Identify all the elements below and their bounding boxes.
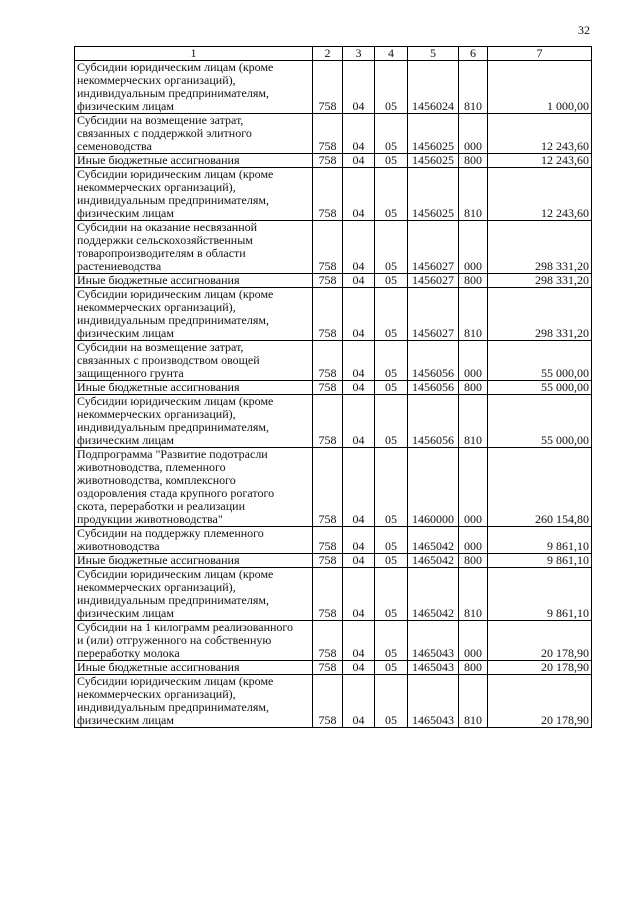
target-article-code: 1460000	[408, 448, 459, 527]
row-name-line: скота, переработки и реализации	[77, 499, 246, 513]
header-col-7: 7	[488, 47, 592, 61]
row-name-line: индивидуальным предпринимателям,	[77, 593, 269, 607]
table-row	[75, 341, 592, 381]
target-article-code: 1465043	[408, 675, 459, 728]
row-name-line: некоммерческих организаций),	[77, 687, 236, 701]
row-name-line: некоммерческих организаций),	[77, 73, 236, 87]
subsection-code: 05	[375, 341, 408, 381]
grbs-code: 758	[313, 675, 343, 728]
target-article-code: 1456027	[408, 221, 459, 274]
row-name	[75, 395, 313, 448]
subsection-code: 05	[375, 395, 408, 448]
section-code: 04	[343, 274, 375, 288]
section-code: 04	[343, 554, 375, 568]
section-code: 04	[343, 527, 375, 554]
table-row	[75, 114, 592, 154]
row-name	[75, 527, 313, 554]
expense-type-code: 810	[459, 168, 488, 221]
section-code: 04	[343, 675, 375, 728]
expense-type-code: 000	[459, 341, 488, 381]
row-name	[75, 154, 313, 168]
subsection-code: 05	[375, 448, 408, 527]
amount: 20 178,90	[488, 661, 592, 675]
table-row	[75, 381, 592, 395]
target-article-code: 1456027	[408, 274, 459, 288]
grbs-code: 758	[313, 661, 343, 675]
expense-type-code: 800	[459, 274, 488, 288]
target-article-code: 1456025	[408, 114, 459, 154]
amount: 20 178,90	[488, 675, 592, 728]
subsection-code: 05	[375, 675, 408, 728]
expense-type-code: 810	[459, 675, 488, 728]
row-name-line: индивидуальным предпринимателям,	[77, 313, 269, 327]
expense-type-code: 000	[459, 114, 488, 154]
amount: 1 000,00	[488, 61, 592, 114]
section-code: 04	[343, 395, 375, 448]
subsection-code: 05	[375, 288, 408, 341]
row-name-line: Иные бюджетные ассигнования	[77, 380, 240, 394]
grbs-code: 758	[313, 154, 343, 168]
expense-type-code: 800	[459, 381, 488, 395]
target-article-code: 1465043	[408, 661, 459, 675]
row-name-line: животноводства, племенного	[77, 460, 226, 474]
section-code: 04	[343, 168, 375, 221]
grbs-code: 758	[313, 381, 343, 395]
target-article-code: 1465043	[408, 621, 459, 661]
table-row	[75, 661, 592, 675]
table-row	[75, 274, 592, 288]
section-code: 04	[343, 114, 375, 154]
row-name-line: физическим лицам	[77, 206, 174, 220]
amount: 260 154,80	[488, 448, 592, 527]
row-name-line: защищенного грунта	[77, 366, 184, 380]
table-row	[75, 61, 592, 114]
header-col-3: 3	[343, 47, 375, 61]
amount: 9 861,10	[488, 568, 592, 621]
row-name	[75, 168, 313, 221]
expense-type-code: 000	[459, 221, 488, 274]
row-name	[75, 675, 313, 728]
row-name-line: Иные бюджетные ассигнования	[77, 553, 240, 567]
section-code: 04	[343, 61, 375, 114]
row-name-line: Субсидии юридическим лицам (кроме	[77, 567, 274, 581]
expense-type-code: 000	[459, 448, 488, 527]
section-code: 04	[343, 221, 375, 274]
amount: 12 243,60	[488, 114, 592, 154]
target-article-code: 1456056	[408, 381, 459, 395]
row-name-line: связанных с производством овощей	[77, 353, 260, 367]
row-name-line: и (или) отгруженного на собственную	[77, 633, 272, 647]
table-row	[75, 568, 592, 621]
target-article-code: 1456056	[408, 395, 459, 448]
row-name-line: индивидуальным предпринимателям,	[77, 420, 269, 434]
row-name	[75, 114, 313, 154]
row-name	[75, 221, 313, 274]
subsection-code: 05	[375, 661, 408, 675]
table-row	[75, 221, 592, 274]
row-name-line: физическим лицам	[77, 99, 174, 113]
table-row	[75, 675, 592, 728]
target-article-code: 1456056	[408, 341, 459, 381]
target-article-code: 1456025	[408, 168, 459, 221]
row-name-line: физическим лицам	[77, 713, 174, 727]
grbs-code: 758	[313, 114, 343, 154]
row-name	[75, 448, 313, 527]
row-name-line: оздоровления стада крупного рогатого	[77, 486, 275, 500]
table-row	[75, 395, 592, 448]
section-code: 04	[343, 154, 375, 168]
row-name-line: растениеводства	[77, 259, 162, 273]
table-row	[75, 168, 592, 221]
amount: 9 861,10	[488, 554, 592, 568]
amount: 55 000,00	[488, 341, 592, 381]
header-col-1: 1	[75, 47, 313, 61]
table-row	[75, 554, 592, 568]
row-name	[75, 661, 313, 675]
row-name-line: некоммерческих организаций),	[77, 300, 236, 314]
section-code: 04	[343, 568, 375, 621]
row-name-line: индивидуальным предпринимателям,	[77, 700, 269, 714]
expense-type-code: 000	[459, 621, 488, 661]
row-name-line: связанных с поддержкой элитного	[77, 126, 252, 140]
row-name-line: Подпрограмма "Развитие подотрасли	[77, 447, 268, 461]
target-article-code: 1456024	[408, 61, 459, 114]
row-name	[75, 381, 313, 395]
row-name-line: Иные бюджетные ассигнования	[77, 273, 240, 287]
row-name-line: Субсидии юридическим лицам (кроме	[77, 60, 274, 74]
grbs-code: 758	[313, 168, 343, 221]
subsection-code: 05	[375, 61, 408, 114]
table-row	[75, 448, 592, 527]
subsection-code: 05	[375, 527, 408, 554]
amount: 9 861,10	[488, 527, 592, 554]
row-name-line: индивидуальным предпринимателям,	[77, 193, 269, 207]
section-code: 04	[343, 448, 375, 527]
section-code: 04	[343, 288, 375, 341]
table-row	[75, 527, 592, 554]
expense-type-code: 810	[459, 288, 488, 341]
row-name-line: Иные бюджетные ассигнования	[77, 660, 240, 674]
subsection-code: 05	[375, 114, 408, 154]
grbs-code: 758	[313, 395, 343, 448]
amount: 12 243,60	[488, 168, 592, 221]
section-code: 04	[343, 341, 375, 381]
table-row	[75, 621, 592, 661]
target-article-code: 1456025	[408, 154, 459, 168]
row-name-line: физическим лицам	[77, 433, 174, 447]
section-code: 04	[343, 621, 375, 661]
row-name-line: переработку молока	[77, 646, 180, 660]
grbs-code: 758	[313, 527, 343, 554]
row-name	[75, 554, 313, 568]
row-name	[75, 341, 313, 381]
budget-table	[74, 46, 592, 728]
row-name-line: Субсидии юридическим лицам (кроме	[77, 287, 274, 301]
row-name-line: Субсидии на 1 килограмм реализованного	[77, 620, 294, 634]
subsection-code: 05	[375, 621, 408, 661]
target-article-code: 1465042	[408, 527, 459, 554]
page-number: 32	[578, 23, 590, 37]
row-name-line: некоммерческих организаций),	[77, 580, 236, 594]
table-body	[75, 61, 592, 728]
row-name-line: некоммерческих организаций),	[77, 407, 236, 421]
amount: 55 000,00	[488, 395, 592, 448]
expense-type-code: 000	[459, 527, 488, 554]
row-name-line: Субсидии на поддержку племенного	[77, 526, 264, 540]
row-name-line: поддержки сельскохозяйственным	[77, 233, 253, 247]
grbs-code: 758	[313, 341, 343, 381]
header-col-2: 2	[313, 47, 343, 61]
row-name	[75, 568, 313, 621]
expense-type-code: 810	[459, 395, 488, 448]
row-name	[75, 621, 313, 661]
section-code: 04	[343, 381, 375, 395]
amount: 20 178,90	[488, 621, 592, 661]
grbs-code: 758	[313, 568, 343, 621]
row-name	[75, 274, 313, 288]
grbs-code: 758	[313, 61, 343, 114]
row-name	[75, 61, 313, 114]
row-name-line: Субсидии на возмещение затрат,	[77, 113, 244, 127]
table-row	[75, 154, 592, 168]
subsection-code: 05	[375, 154, 408, 168]
amount: 298 331,20	[488, 274, 592, 288]
row-name-line: физическим лицам	[77, 326, 174, 340]
row-name-line: физическим лицам	[77, 606, 174, 620]
row-name-line: Субсидии юридическим лицам (кроме	[77, 394, 274, 408]
grbs-code: 758	[313, 621, 343, 661]
row-name-line: Субсидии юридическим лицам (кроме	[77, 167, 274, 181]
amount: 298 331,20	[488, 221, 592, 274]
expense-type-code: 810	[459, 568, 488, 621]
expense-type-code: 810	[459, 61, 488, 114]
amount: 298 331,20	[488, 288, 592, 341]
grbs-code: 758	[313, 554, 343, 568]
row-name	[75, 288, 313, 341]
row-name-line: Субсидии на оказание несвязанной	[77, 220, 258, 234]
grbs-code: 758	[313, 288, 343, 341]
expense-type-code: 800	[459, 154, 488, 168]
subsection-code: 05	[375, 568, 408, 621]
table-row	[75, 288, 592, 341]
row-name-line: семеноводства	[77, 139, 152, 153]
row-name-line: животноводства	[77, 539, 160, 553]
target-article-code: 1465042	[408, 568, 459, 621]
grbs-code: 758	[313, 274, 343, 288]
grbs-code: 758	[313, 448, 343, 527]
header-row	[75, 47, 592, 61]
row-name-line: товаропроизводителям в области	[77, 246, 246, 260]
row-name-line: индивидуальным предпринимателям,	[77, 86, 269, 100]
grbs-code: 758	[313, 221, 343, 274]
header-col-4: 4	[375, 47, 408, 61]
amount: 12 243,60	[488, 154, 592, 168]
subsection-code: 05	[375, 554, 408, 568]
subsection-code: 05	[375, 381, 408, 395]
row-name-line: продукции животноводства"	[77, 512, 223, 526]
subsection-code: 05	[375, 168, 408, 221]
row-name-line: некоммерческих организаций),	[77, 180, 236, 194]
expense-type-code: 800	[459, 661, 488, 675]
row-name-line: Иные бюджетные ассигнования	[77, 153, 240, 167]
row-name-line: Субсидии на возмещение затрат,	[77, 340, 244, 354]
header-col-5: 5	[408, 47, 459, 61]
header-col-6: 6	[459, 47, 488, 61]
row-name-line: Субсидии юридическим лицам (кроме	[77, 674, 274, 688]
target-article-code: 1465042	[408, 554, 459, 568]
section-code: 04	[343, 661, 375, 675]
subsection-code: 05	[375, 274, 408, 288]
amount: 55 000,00	[488, 381, 592, 395]
subsection-code: 05	[375, 221, 408, 274]
expense-type-code: 800	[459, 554, 488, 568]
target-article-code: 1456027	[408, 288, 459, 341]
row-name-line: животноводства, комплексного	[77, 473, 236, 487]
